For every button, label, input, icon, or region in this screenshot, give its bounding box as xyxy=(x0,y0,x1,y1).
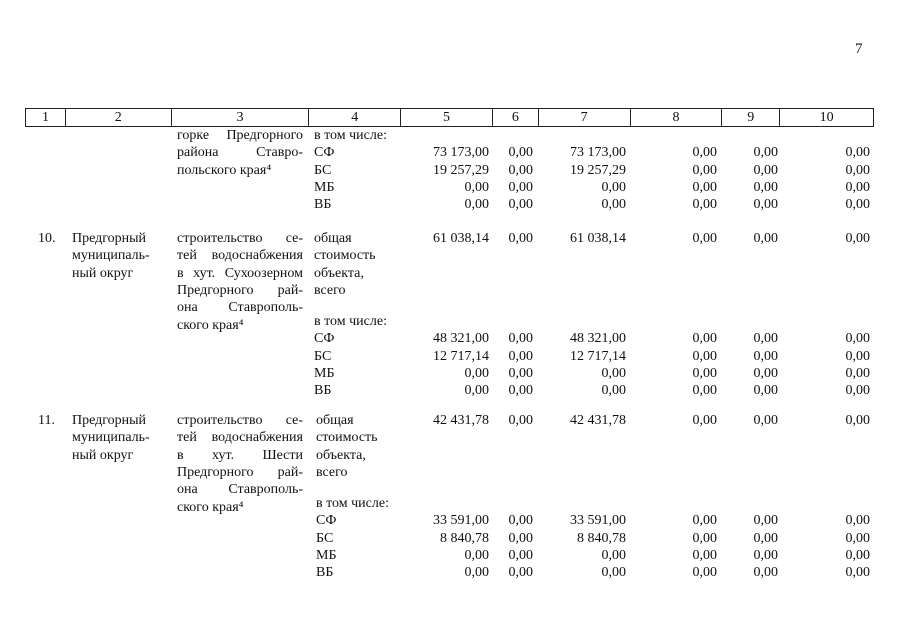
table-cell-col-5: 0,00 xyxy=(464,547,489,563)
table-cell-col-7: 0,00 xyxy=(601,197,626,213)
total-cell-col-7: 61 038,14 xyxy=(570,231,626,246)
table-cell-col-7: 0,00 xyxy=(601,565,626,581)
table-cell-col-6: 0,00 xyxy=(508,565,533,581)
row-label: БС xyxy=(314,162,332,178)
block0-desc-line-1: горке Предгорного xyxy=(177,128,303,143)
table-cell-col-8: 0,00 xyxy=(692,348,717,364)
table-cell-col-9: 0,00 xyxy=(753,565,778,581)
table-cell-col-5: 48 321,00 xyxy=(433,331,489,347)
table-cell-col-8: 0,00 xyxy=(692,565,717,581)
block0-desc-line-3: польского края⁴ xyxy=(177,162,272,178)
total-cell-col-9: 0,00 xyxy=(753,413,778,428)
table-cell-col-7: 48 321,00 xyxy=(570,331,626,347)
table-cell-col-6: 0,00 xyxy=(508,348,533,364)
table-cell-col-7: 0,00 xyxy=(601,383,626,399)
header-col-8: 8 xyxy=(631,109,723,126)
table-cell-col-8: 0,00 xyxy=(692,530,717,546)
block11-desc-line-3: в хут. Шести xyxy=(177,447,303,463)
block11-district-3: ный округ xyxy=(72,447,134,463)
table-cell-col-6: 0,00 xyxy=(508,383,533,399)
table-cell-col-7: 8 840,78 xyxy=(577,530,626,546)
total-cell-col-5: 42 431,78 xyxy=(433,413,489,428)
block11-number: 11. xyxy=(38,413,55,428)
block11-desc-line-1: строительство се- xyxy=(177,413,303,428)
table-cell-col-10: 0,00 xyxy=(845,365,870,381)
total-cell-col-6: 0,00 xyxy=(508,231,533,246)
table-cell-col-5: 0,00 xyxy=(464,365,489,381)
total-cell-col-9: 0,00 xyxy=(753,231,778,246)
table-cell-col-8: 0,00 xyxy=(692,383,717,399)
table-cell-col-10: 0,00 xyxy=(845,530,870,546)
block11-total-label-3: объекта, xyxy=(316,447,366,463)
table-cell-col-7: 73 173,00 xyxy=(570,145,626,161)
header-col-4: 4 xyxy=(309,109,401,126)
row-label: МБ xyxy=(314,179,335,195)
table-cell-col-5: 0,00 xyxy=(464,383,489,399)
table-cell-col-9: 0,00 xyxy=(753,179,778,195)
block10-total-label-2: стоимость xyxy=(314,248,376,264)
block10-district-1: Предгорный xyxy=(72,231,147,246)
row-label: в том числе: xyxy=(314,314,387,329)
block10-desc-line-6: ского края⁴ xyxy=(177,317,244,333)
row-label: ВБ xyxy=(314,197,332,213)
table-cell-col-10: 0,00 xyxy=(845,145,870,161)
row-label: СФ xyxy=(314,145,335,161)
table-cell-col-5: 0,00 xyxy=(464,197,489,213)
header-col-1: 1 xyxy=(26,109,66,126)
table-cell-col-8: 0,00 xyxy=(692,145,717,161)
table-cell-col-9: 0,00 xyxy=(753,513,778,529)
block10-total-label-1: общая xyxy=(314,231,352,246)
table-cell-col-6: 0,00 xyxy=(508,145,533,161)
table-cell-col-10: 0,00 xyxy=(845,383,870,399)
header-col-2: 2 xyxy=(66,109,172,126)
table-cell-col-5: 12 717,14 xyxy=(433,348,489,364)
block10-district-3: ный округ xyxy=(72,265,134,281)
table-cell-col-10: 0,00 xyxy=(845,162,870,178)
table-cell-col-6: 0,00 xyxy=(508,179,533,195)
table-cell-col-9: 0,00 xyxy=(753,348,778,364)
header-col-10: 10 xyxy=(819,110,834,125)
table-cell-col-10: 0,00 xyxy=(845,197,870,213)
table-cell-col-6: 0,00 xyxy=(508,197,533,213)
block10-desc-line-4: Предгорного рай- xyxy=(177,282,303,298)
table-cell-col-9: 0,00 xyxy=(753,331,778,347)
table-cell-col-10: 0,00 xyxy=(845,179,870,195)
table-cell-col-6: 0,00 xyxy=(508,530,533,546)
table-cell-col-8: 0,00 xyxy=(692,179,717,195)
total-cell-col-6: 0,00 xyxy=(508,413,533,428)
block11-desc-line-2: тей водоснабжения xyxy=(177,430,303,446)
table-cell-col-6: 0,00 xyxy=(508,365,533,381)
table-cell-col-8: 0,00 xyxy=(692,547,717,563)
table-cell-col-5: 0,00 xyxy=(464,565,489,581)
table-cell-col-9: 0,00 xyxy=(753,547,778,563)
total-cell-col-8: 0,00 xyxy=(692,413,717,428)
block11-district-1: Предгорный xyxy=(72,413,147,428)
table-cell-col-6: 0,00 xyxy=(508,513,533,529)
row-label: в том числе: xyxy=(316,496,389,511)
table-cell-col-7: 33 591,00 xyxy=(570,513,626,529)
header-col-6: 6 xyxy=(493,109,539,126)
header-col-9: 9 xyxy=(722,109,780,126)
table-cell-col-10: 0,00 xyxy=(845,565,870,581)
block11-desc-line-4: Предгорного рай- xyxy=(177,464,303,480)
table-cell-col-9: 0,00 xyxy=(753,383,778,399)
table-cell-col-5: 33 591,00 xyxy=(433,513,489,529)
row-label: СФ xyxy=(314,331,335,347)
table-cell-col-6: 0,00 xyxy=(508,547,533,563)
total-cell-col-8: 0,00 xyxy=(692,231,717,246)
row-label: МБ xyxy=(316,547,337,563)
block10-desc-line-1: строительство се- xyxy=(177,231,303,246)
header-col-7: 7 xyxy=(539,109,631,126)
table-cell-col-10: 0,00 xyxy=(845,348,870,364)
table-cell-col-7: 0,00 xyxy=(601,547,626,563)
table-cell-col-7: 0,00 xyxy=(601,179,626,195)
table-cell-col-7: 0,00 xyxy=(601,365,626,381)
table-cell-col-6: 0,00 xyxy=(508,162,533,178)
table-cell-col-8: 0,00 xyxy=(692,331,717,347)
block11-total-label-4: всего xyxy=(316,464,348,480)
block11-total-label-2: стоимость xyxy=(316,430,378,446)
total-cell-col-5: 61 038,14 xyxy=(433,231,489,246)
row-label: в том числе: xyxy=(314,128,387,143)
total-cell-col-10: 0,00 xyxy=(845,413,870,428)
block10-desc-line-5: она Ставрополь- xyxy=(177,300,303,316)
header-col-3: 3 xyxy=(172,109,310,126)
table-cell-col-10: 0,00 xyxy=(845,513,870,529)
block11-total-label-1: общая xyxy=(316,413,354,428)
table-cell-col-8: 0,00 xyxy=(692,365,717,381)
row-label: МБ xyxy=(314,365,335,381)
total-cell-col-7: 42 431,78 xyxy=(570,413,626,428)
table-cell-col-5: 0,00 xyxy=(464,179,489,195)
block11-desc-line-5: она Ставрополь- xyxy=(177,482,303,498)
row-label: БС xyxy=(316,530,334,546)
table-cell-col-9: 0,00 xyxy=(753,197,778,213)
table-cell-col-5: 8 840,78 xyxy=(440,530,489,546)
header-col-5: 5 xyxy=(401,109,493,126)
block10-desc-line-3: в хут. Сухоозерном xyxy=(177,265,303,281)
table-cell-col-8: 0,00 xyxy=(692,197,717,213)
table-cell-col-10: 0,00 xyxy=(845,331,870,347)
table-cell-col-7: 19 257,29 xyxy=(570,162,626,178)
block10-total-label-3: объекта, xyxy=(314,265,364,281)
row-label: ВБ xyxy=(314,383,332,399)
table-cell-col-7: 12 717,14 xyxy=(570,348,626,364)
page-number: 7 xyxy=(855,41,863,57)
table-header xyxy=(25,108,874,127)
block11-district-2: муниципаль- xyxy=(72,430,150,446)
table-cell-col-9: 0,00 xyxy=(753,530,778,546)
row-label: СФ xyxy=(316,513,337,529)
block0-desc-line-2: района Ставро- xyxy=(177,145,303,161)
table-cell-col-9: 0,00 xyxy=(753,162,778,178)
table-cell-col-8: 0,00 xyxy=(692,162,717,178)
block10-desc-line-2: тей водоснабжения xyxy=(177,248,303,264)
table-cell-col-5: 19 257,29 xyxy=(433,162,489,178)
row-label: БС xyxy=(314,348,332,364)
block10-district-2: муниципаль- xyxy=(72,248,150,264)
table-cell-col-9: 0,00 xyxy=(753,365,778,381)
table-cell-col-5: 73 173,00 xyxy=(433,145,489,161)
table-cell-col-8: 0,00 xyxy=(692,513,717,529)
total-cell-col-10: 0,00 xyxy=(845,231,870,246)
block10-number: 10. xyxy=(38,231,56,246)
table-cell-col-9: 0,00 xyxy=(753,145,778,161)
block10-total-label-4: всего xyxy=(314,282,346,298)
block11-desc-line-6: ского края⁴ xyxy=(177,499,244,515)
table-cell-col-6: 0,00 xyxy=(508,331,533,347)
table-cell-col-10: 0,00 xyxy=(845,547,870,563)
row-label: ВБ xyxy=(316,565,334,581)
